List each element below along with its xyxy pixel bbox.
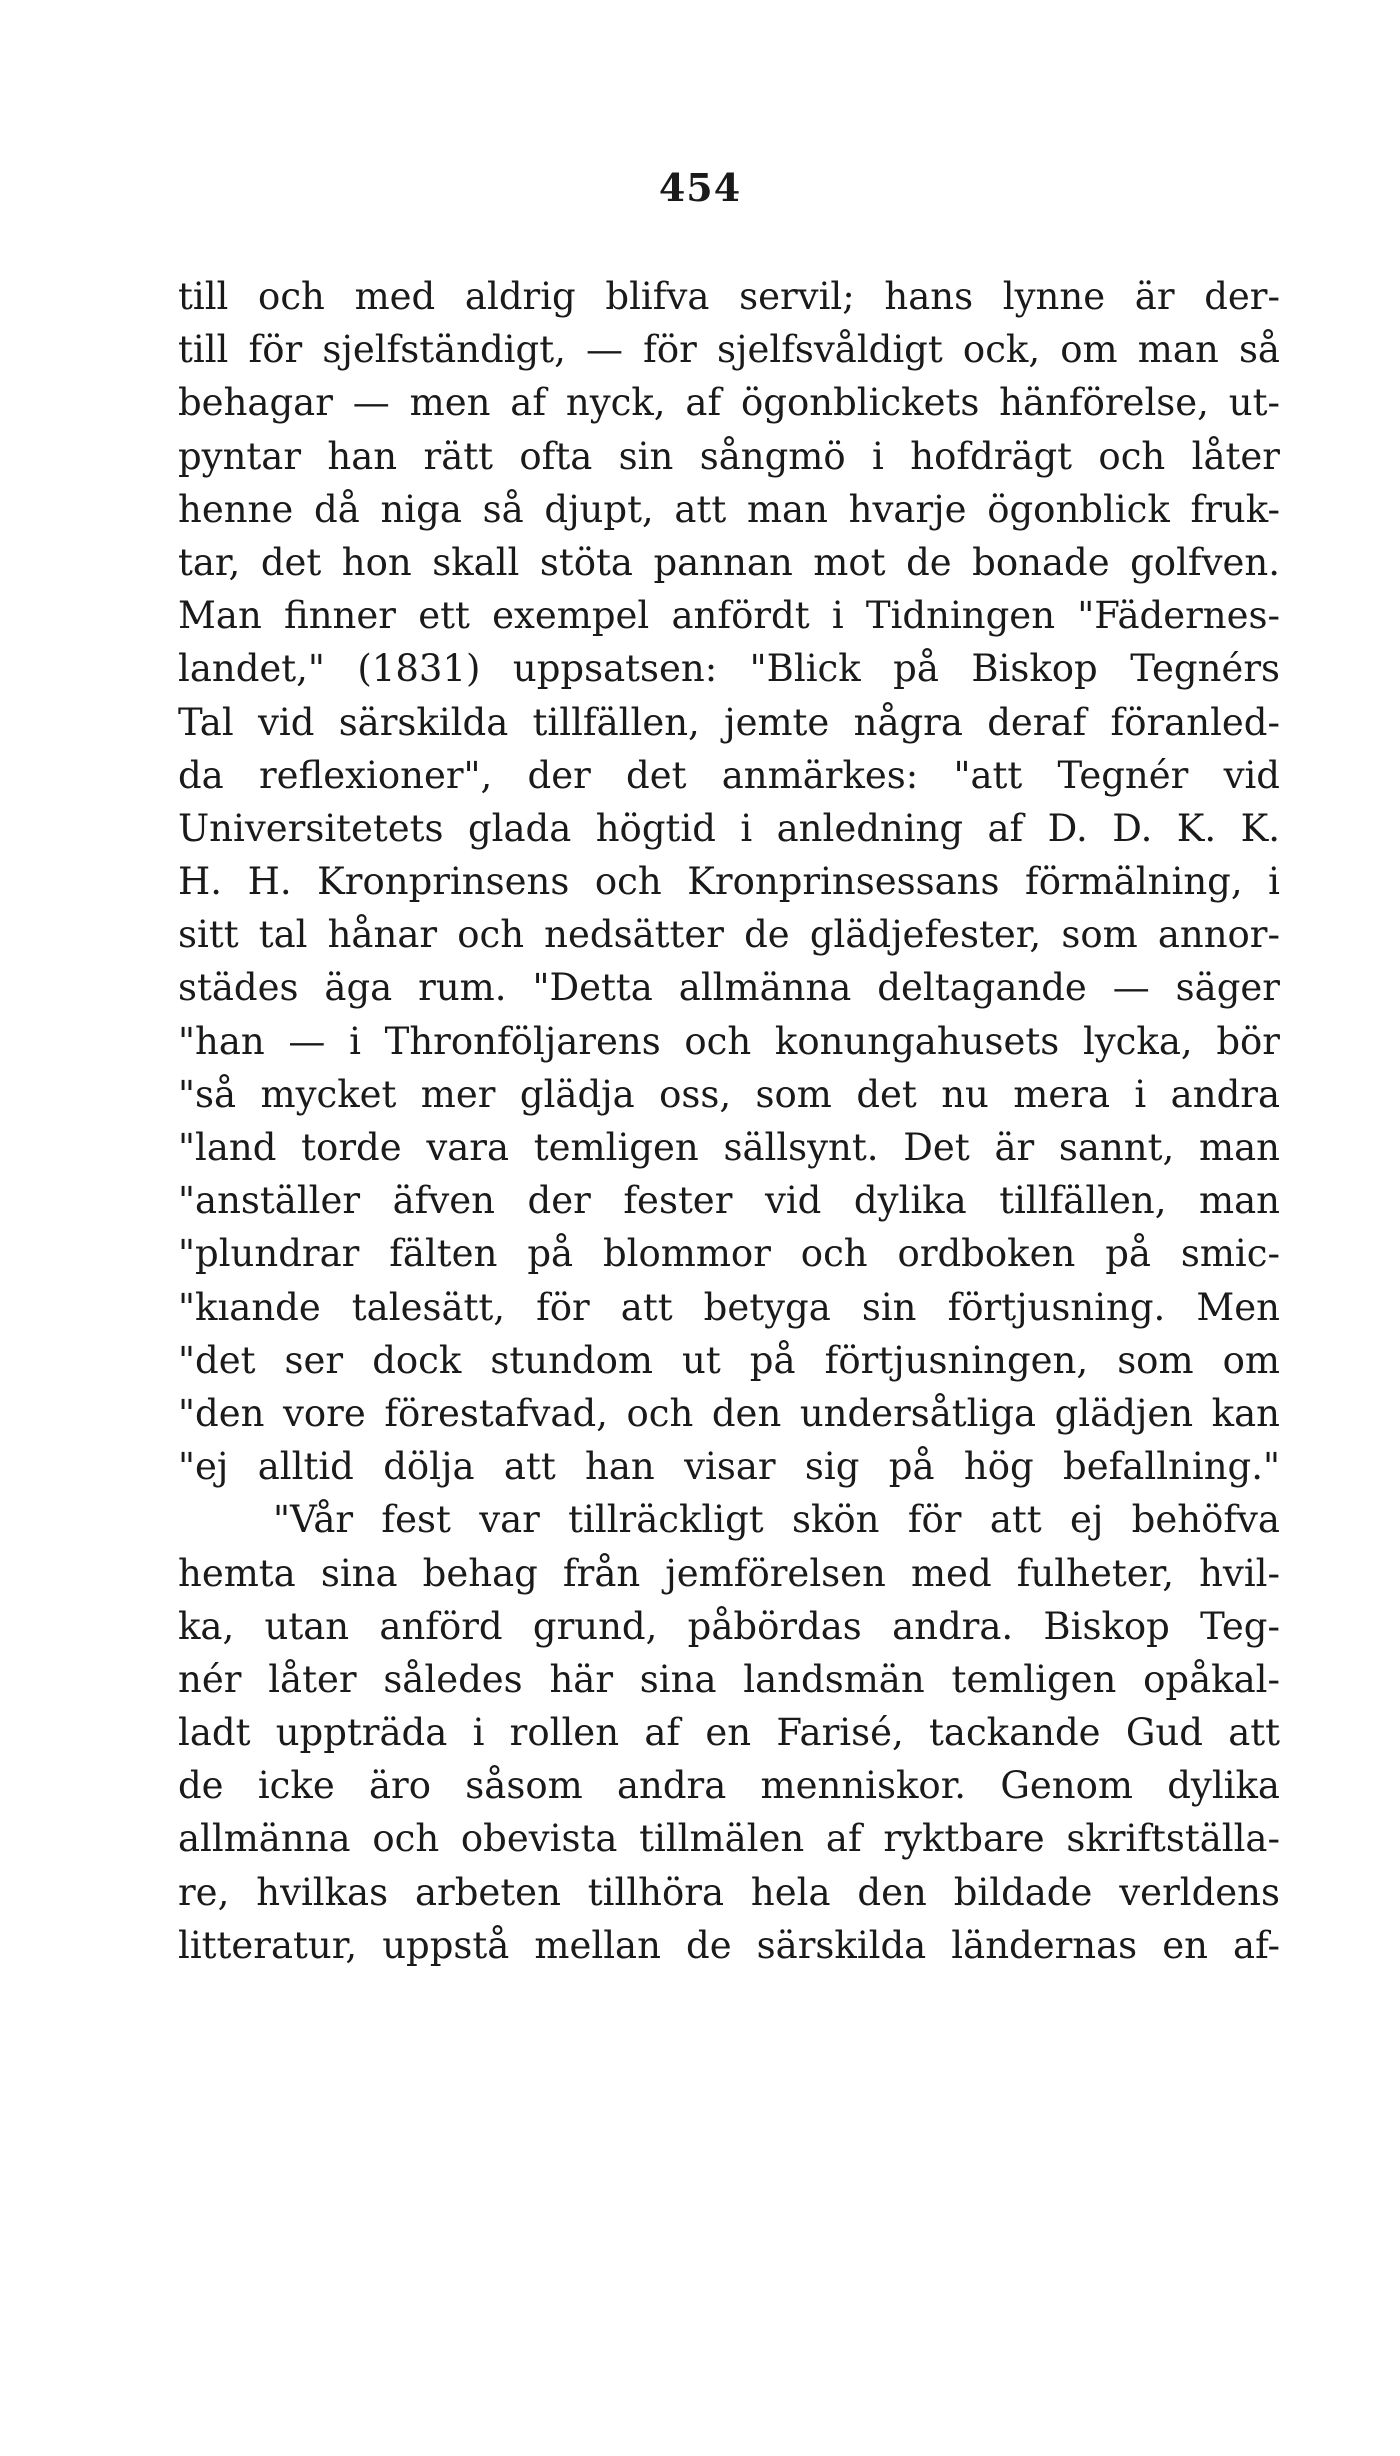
- text-line: re, hvilkas arbeten tillhöra hela den bildade verldens: [178, 1870, 1280, 1914]
- text-line: H. H. Kronprinsens och Kronprinsessans förmälning, i: [178, 860, 1280, 904]
- text-line: "plundrar fälten på blommor och ordboken på smic-: [178, 1232, 1280, 1276]
- text-line: städes äga rum. "Detta allmänna deltagande — säger: [178, 966, 1280, 1010]
- text-line: "den vore förestafvad, och den undersåtliga glädjen kan: [178, 1391, 1280, 1435]
- text-line: de icke äro såsom andra menniskor. Genom dylika: [178, 1764, 1280, 1808]
- text-line: landet," (1831) uppsatsen: "Blick på Biskop Tegnérs: [178, 647, 1280, 691]
- text-line: "så mycket mer glädja oss, som det nu mera i andra: [178, 1072, 1280, 1116]
- text-line: Universitetets glada högtid i anledning af D. D. K. K.: [178, 806, 1280, 850]
- text-line: ladt uppträda i rollen af en Farisé, tackande Gud att: [178, 1711, 1280, 1755]
- text-line: "land torde vara temligen sällsynt. Det är sannt, man: [178, 1126, 1280, 1169]
- text-line: pyntar han rätt ofta sin sångmö i hofdrägt och låter: [178, 434, 1280, 478]
- text-line: henne då niga så djupt, att man hvarje ögonblick fruk-: [178, 487, 1280, 531]
- text-line: ka, utan anförd grund, påbördas andra. Biskop Teg-: [178, 1604, 1280, 1648]
- text-line: Tal vid särskilda tillfällen, jemte några deraf föranled-: [178, 700, 1280, 744]
- text-line: "anställer äfven der fester vid dylika tillfällen, man: [178, 1179, 1280, 1223]
- text-line: litteratur, uppstå mellan de särskilda ländernas en af-: [178, 1923, 1280, 1967]
- page-number: 454: [658, 165, 742, 210]
- text-line: "ej alltid dölja att han visar sig på hög befallning.": [178, 1445, 1280, 1489]
- body-text: [178, 270, 1280, 1972]
- text-line: "kıande talesätt, för att betyga sin förtjusning. Men: [178, 1285, 1280, 1329]
- text-line: da reflexioner", der det anmärkes: "att Tegnér vid: [178, 753, 1280, 797]
- text-line: Man finner ett exempel anfördt i Tidningen "Fädernes-: [178, 594, 1280, 638]
- text-line: "det ser dock stundom ut på förtjusningen, som om: [178, 1338, 1280, 1382]
- text-line: allmänna och obevista tillmälen af ryktbare skriftställa-: [178, 1817, 1280, 1861]
- text-line: nér låter således här sina landsmän temligen opåkal-: [178, 1657, 1280, 1701]
- text-line: "Vår fest var tillräckligt skön för att ej behöfva: [273, 1498, 1280, 1542]
- text-line: tar, det hon skall stöta pannan mot de bonade golfven.: [178, 540, 1280, 584]
- text-line: behagar — men af nyck, af ögonblickets hänförelse, ut-: [178, 381, 1280, 425]
- text-line: "han — i Thronföljarens och konungahusets lycka, bör: [178, 1019, 1280, 1063]
- text-line: till och med aldrig blifva servil; hans lynne är der-: [178, 275, 1280, 318]
- text-line: till för sjelfständigt, — för sjelfsvåldigt ock, om man så: [178, 328, 1280, 372]
- text-line: hemta sina behag från jemförelsen med fulheter, hvil-: [178, 1551, 1280, 1595]
- text-line: sitt tal hånar och nedsätter de glädjefester, som annor-: [178, 913, 1280, 957]
